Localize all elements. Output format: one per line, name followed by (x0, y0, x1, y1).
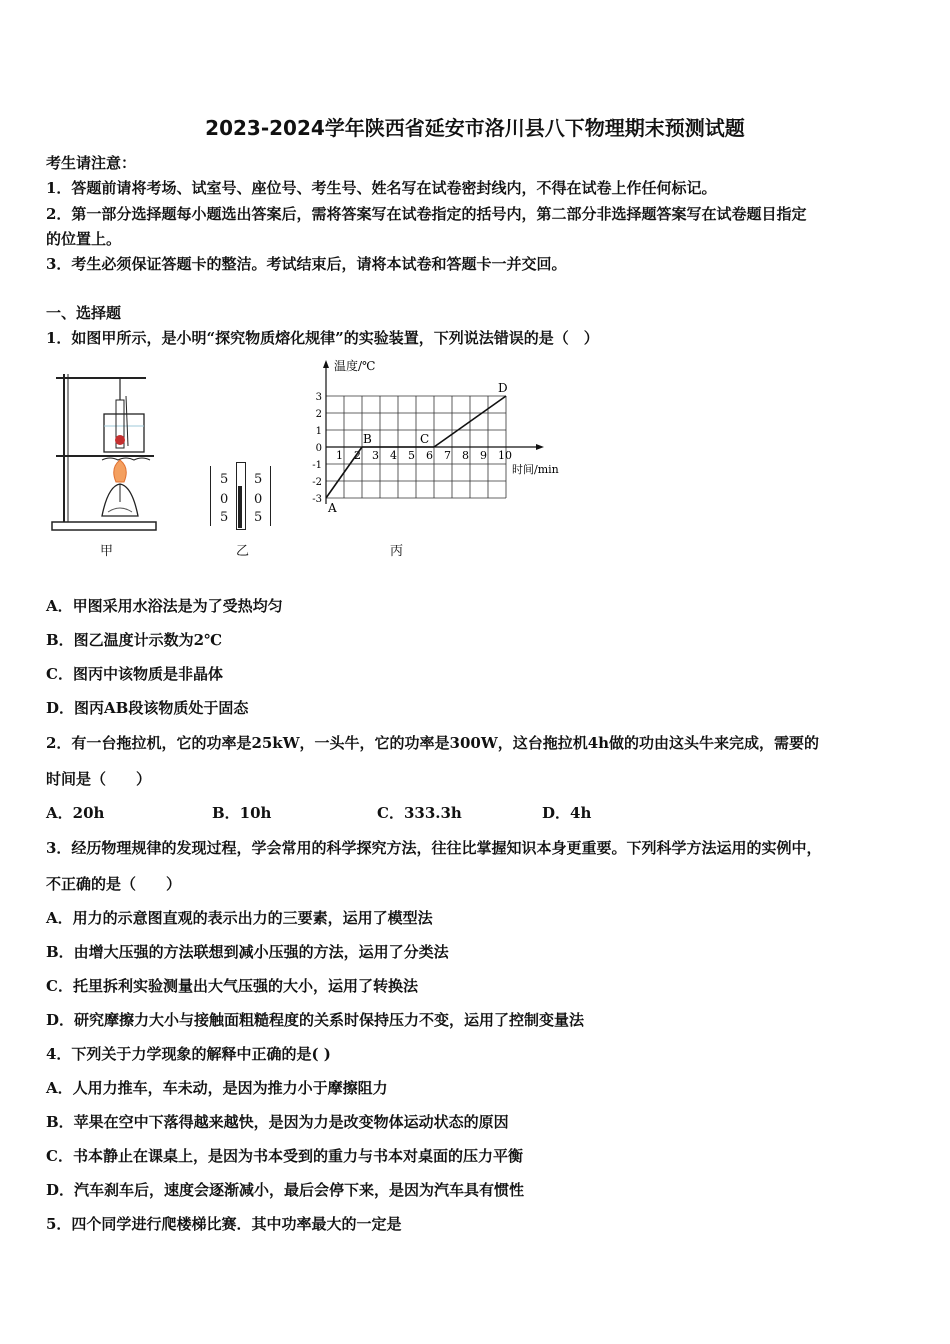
x-tick-label: 5 (408, 449, 415, 462)
notice-item: 3．考生必须保证答题卡的整洁。考试结束后，请将本试卷和答题卡一并交回。 (46, 255, 567, 273)
x-axis-label: 时间/min (512, 463, 559, 476)
y-tick-label: -3 (312, 494, 322, 505)
point-label: B (363, 432, 372, 446)
question-2-stem-cont: 时间是（ ） (46, 770, 152, 788)
y-tick-label: 2 (315, 409, 322, 420)
page-title: 2023-2024学年陕西省延安市洛川县八下物理期末预测试题 (205, 116, 745, 140)
thermometer-tick: 0 (220, 492, 229, 507)
x-tick-label: 2 (354, 449, 361, 462)
apparatus-figure (46, 366, 166, 536)
y-tick-label: -2 (312, 477, 322, 488)
option: D．研究摩擦力大小与接触面粗糙程度的关系时保持压力不变，运用了控制变量法 (46, 1011, 585, 1029)
x-tick-label: 3 (372, 449, 379, 462)
option: A．人用力推车，车未动，是因为推力小于摩擦阻力 (46, 1079, 388, 1097)
thermometer-figure (204, 462, 276, 530)
y-axis-label: 温度/℃ (334, 359, 376, 373)
option: A．用力的示意图直观的表示出力的三要素，运用了模型法 (46, 909, 433, 927)
thermometer-tick: 5 (220, 510, 229, 525)
figure-label-jia: 甲 (100, 544, 114, 559)
x-tick-label: 10 (498, 449, 512, 462)
x-axis-arrow (536, 444, 544, 450)
notice-item: 的位置上。 (46, 230, 122, 248)
option: D．4h (542, 804, 592, 822)
thermometer-tick: 5 (220, 472, 229, 487)
thermometer-tick: 0 (254, 492, 263, 507)
y-tick-label: 3 (315, 392, 322, 403)
notice-heading: 考生请注意： (46, 154, 137, 172)
x-tick-label: 8 (462, 449, 469, 462)
notice-item: 2．第一部分选择题每小题选出答案后，需将答案写在试卷指定的括号内，第二部分非选择题答案写在试卷题目指定 (46, 205, 807, 223)
option: A．甲图采用水浴法是为了受热均匀 (46, 597, 283, 615)
temperature-chart (300, 356, 580, 516)
point-label: C (420, 432, 430, 446)
section-heading: 一、选择题 (46, 304, 122, 322)
option: C．托里拆利实验测量出大气压强的大小，运用了转换法 (46, 977, 418, 995)
x-tick-label: 9 (480, 449, 487, 462)
option: B．苹果在空中下落得越来越快，是因为力是改变物体运动状态的原因 (46, 1113, 509, 1131)
option: B．图乙温度计示数为2℃ (46, 631, 223, 649)
option: C．333.3h (377, 804, 462, 822)
y-tick-label: 0 (315, 443, 322, 454)
point-label: A (328, 501, 337, 515)
option: D．汽车刹车后，速度会逐渐减小，最后会停下来，是因为汽车具有惯性 (46, 1181, 525, 1199)
option: D．图丙AB段该物质处于固态 (46, 699, 249, 717)
option: C．书本静止在课桌上，是因为书本受到的重力与书本对桌面的压力平衡 (46, 1147, 523, 1165)
thermometer-tick: 5 (254, 472, 263, 487)
figure-label-yi: 乙 (236, 544, 250, 559)
question-3-stem: 3．经历物理规律的发现过程，学会常用的科学探究方法，往往比掌握知识本身更重要。下列科学方法运用的实例中， (46, 839, 822, 857)
y-tick-label: -1 (312, 460, 322, 471)
x-tick-label: 6 (426, 449, 433, 462)
question-1-stem: 1．如图甲所示，是小明“探究物质熔化规律”的实验装置，下列说法错误的是（ ） (46, 329, 599, 347)
option: B．由增大压强的方法联想到减小压强的方法，运用了分类法 (46, 943, 449, 961)
question-2-stem: 2．有一台拖拉机，它的功率是25kW，一头牛，它的功率是300W，这台拖拉机4h做的功由这头牛来完成，需要的 (46, 734, 820, 752)
x-tick-label: 4 (390, 449, 397, 462)
y-axis-arrow (323, 360, 329, 368)
x-tick-label: 1 (336, 449, 343, 462)
question-4-stem: 4．下列关于力学现象的解释中正确的是( ) (46, 1045, 331, 1063)
option: C．图丙中该物质是非晶体 (46, 665, 223, 683)
figure-label-bing: 丙 (390, 544, 404, 559)
question-3-stem-cont: 不正确的是（ ） (46, 875, 182, 893)
notice-item: 1．答题前请将考场、试室号、座位号、考生号、姓名写在试卷密封线内，不得在试卷上作任何标记。 (46, 179, 717, 197)
point-label: D (498, 381, 508, 395)
y-tick-label: 1 (315, 426, 322, 437)
option: B．10h (212, 804, 272, 822)
option: A．20h (46, 804, 105, 822)
x-tick-label: 7 (444, 449, 451, 462)
question-5-stem: 5．四个同学进行爬楼梯比赛．其中功率最大的一定是 (46, 1215, 402, 1233)
thermometer-tick: 5 (254, 510, 263, 525)
